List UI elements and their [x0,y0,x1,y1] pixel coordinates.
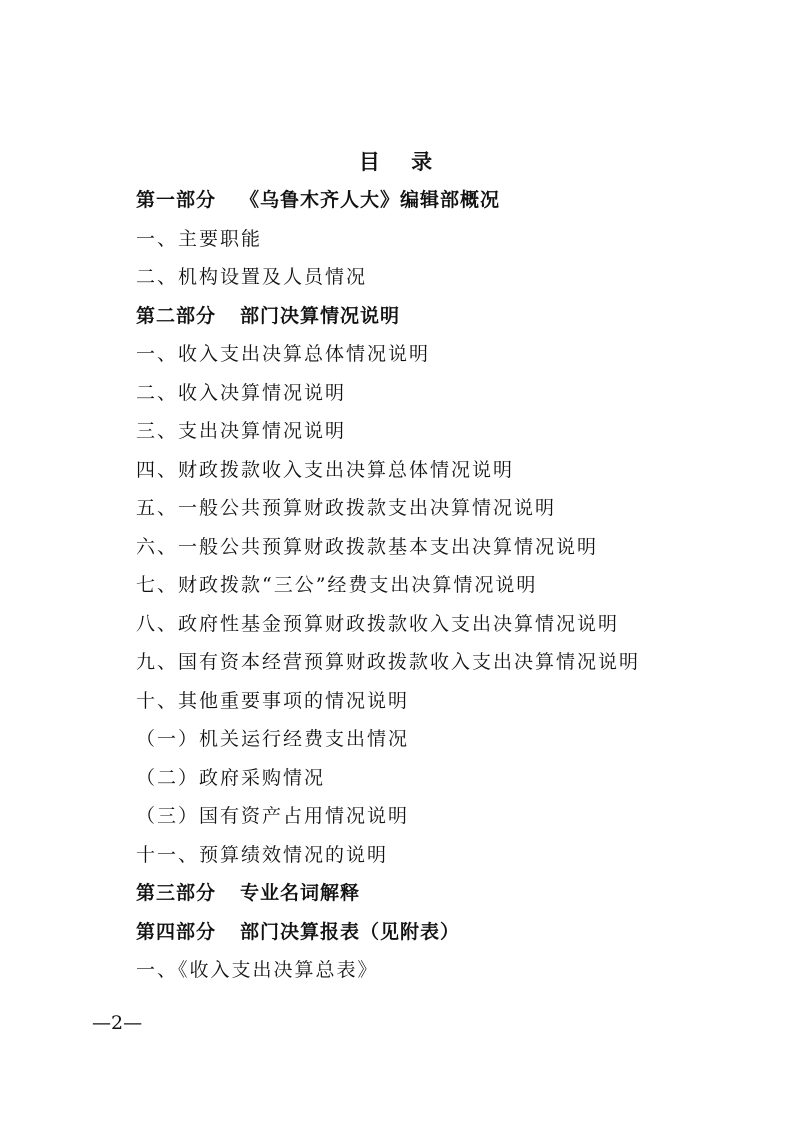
toc-part-title: 《乌鲁木齐人大》编辑部概况 [240,189,501,211]
toc-part-1 [136,181,776,220]
toc-part-4 [136,913,776,952]
toc-subitem: （一）机关运行经费支出情况 [136,728,410,750]
toc-item: 一、收入支出决算总体情况说明 [136,343,431,365]
toc-part-title: 专业名词解释 [240,882,361,904]
table-of-contents [136,181,776,990]
toc-item: 一、主要职能 [136,227,263,250]
toc-item: 十、其他重要事项的情况说明 [136,689,410,712]
toc-part-prefix: 第二部分 [136,304,217,327]
toc-item: 一、《收入支出决算总表》 [136,959,379,981]
toc-item: 十一、预算绩效情况的说明 [136,843,389,866]
toc-part-title: 部门决算报表（见附表） [240,920,461,943]
toc-item: 五、一般公共预算财政拨款支出决算情况说明 [136,497,557,519]
page-number: —2— [92,1012,143,1034]
toc-part-prefix: 第四部分 [136,920,217,943]
page-title: 目 录 [358,149,445,174]
toc-item: 四、财政拨款收入支出决算总体情况说明 [136,458,515,481]
toc-part-title: 部门决算情况说明 [240,304,401,327]
toc-item: 三、支出决算情况说明 [136,420,347,442]
toc-part-prefix: 第三部分 [136,882,217,904]
toc-item: 九、国有资本经营预算财政拨款收入支出决算情况说明 [136,651,641,673]
toc-item: 七、财政拨款“三公”经费支出决算情况说明 [136,574,538,596]
toc-subitem: （二）政府采购情况 [136,766,326,789]
toc-part-3 [136,874,776,913]
toc-item: 二、机构设置及人员情况 [136,266,368,288]
toc-subitem: （三）国有资产占用情况说明 [136,805,410,827]
toc-part-prefix: 第一部分 [136,189,217,211]
toc-part-2 [136,297,776,336]
toc-item: 八、政府性基金预算财政拨款收入支出决算情况说明 [136,612,620,635]
toc-item: 二、收入决算情况说明 [136,381,347,404]
toc-item: 六、一般公共预算财政拨款基本支出决算情况说明 [136,535,599,558]
